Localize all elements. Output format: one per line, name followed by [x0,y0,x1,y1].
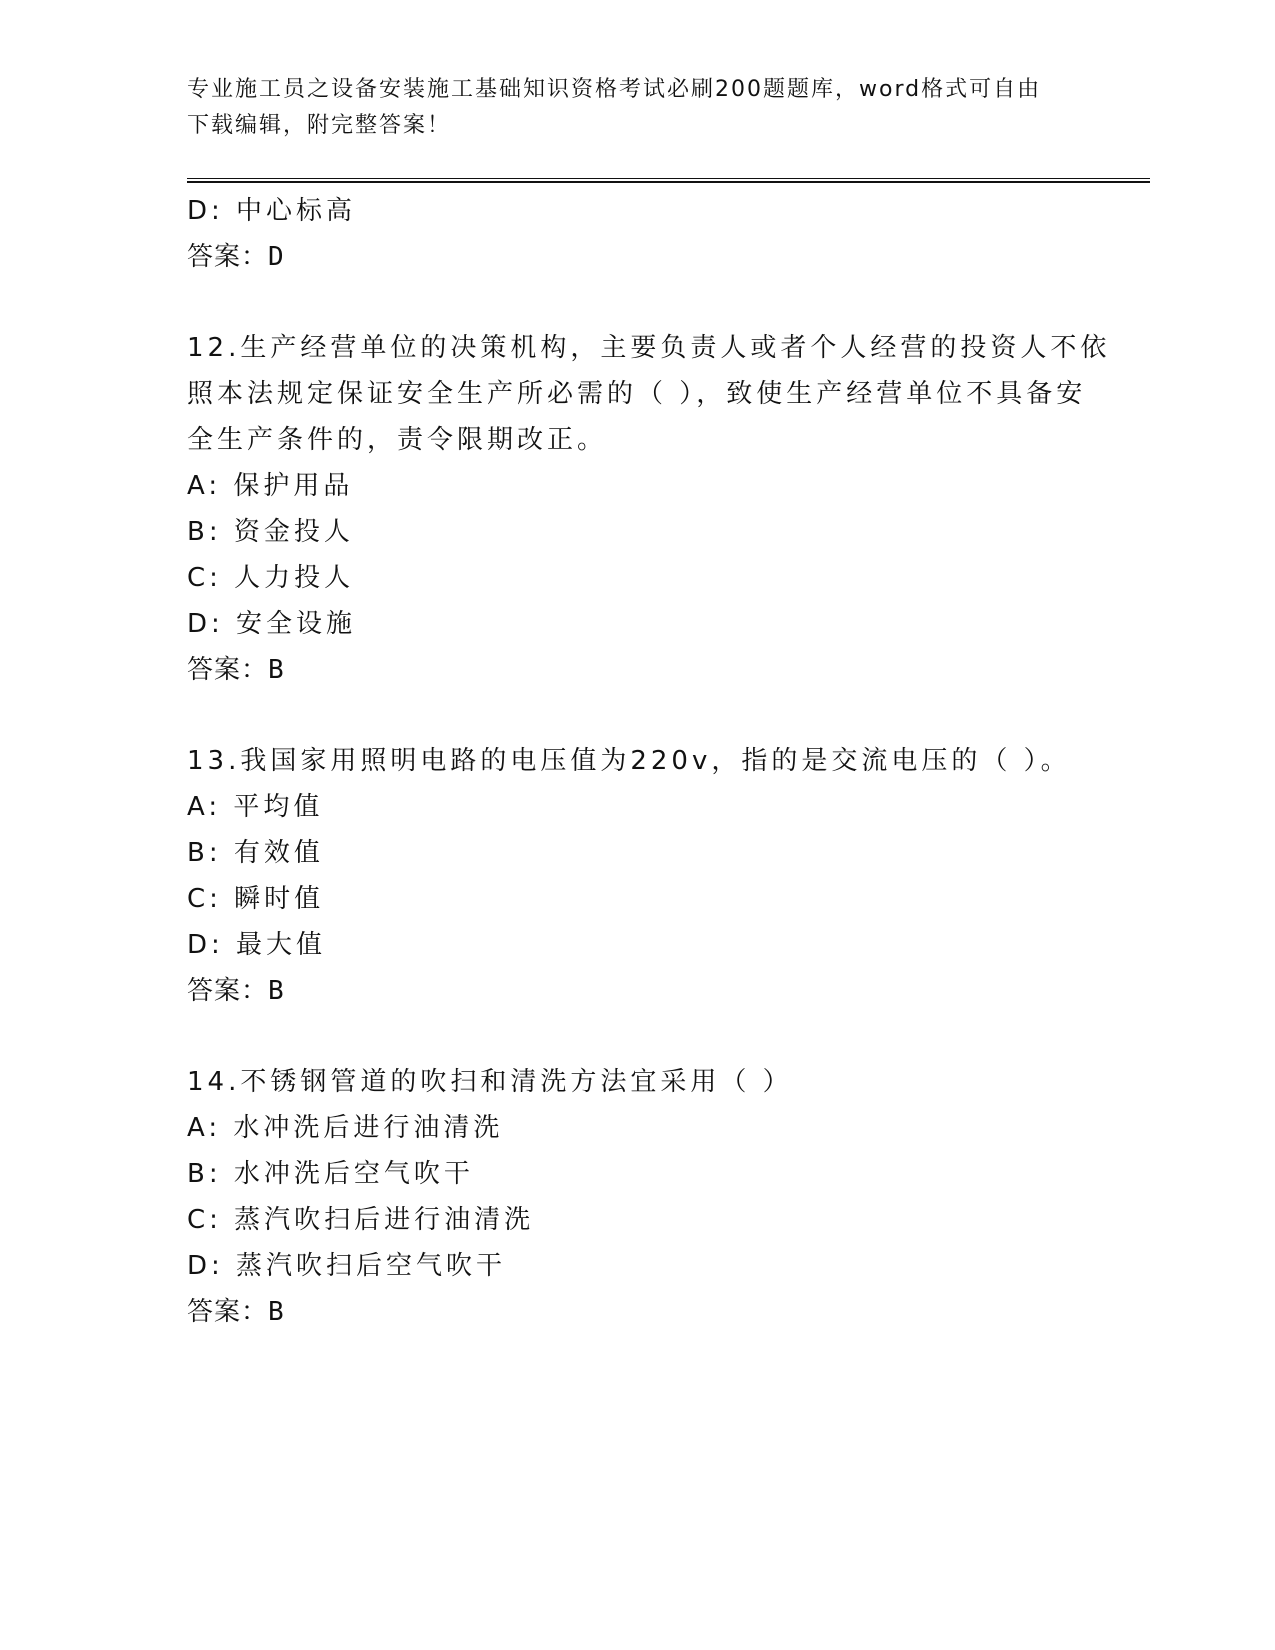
header-divider-bottom [187,181,1150,183]
answer: 答案：D [187,242,285,272]
option-d: D: 中心标高 [187,196,357,226]
option-a: A: 水冲洗后进行油清洗 [187,1113,504,1143]
option-c: C: 蒸汽吹扫后进行油清洗 [187,1205,535,1235]
answer: 答案：B [187,976,285,1006]
header-divider-top [187,178,1150,179]
answer: 答案：B [187,655,285,685]
question-11-continuation [187,188,1107,280]
option-b: B: 水冲洗后空气吹干 [187,1159,474,1189]
option-d: D: 安全设施 [187,609,357,639]
option-a: A: 平均值 [187,792,324,822]
option-c: C: 瞬时值 [187,884,325,914]
question-text: 13.我国家用照明电路的电压值为220v，指的是交流电压的（ ）。 [187,746,1071,776]
header-line-2: 下载编辑，附完整答案！ [187,113,452,138]
option-d: D: 蒸汽吹扫后空气吹干 [187,1251,507,1281]
header-line-1: 专业施工员之设备安装施工基础知识资格考试必刷200题题库，word格式可自由 [187,77,1042,102]
question-12 [187,325,1111,693]
question-14 [187,1059,1107,1335]
option-c: C: 人力投人 [187,563,355,593]
document-header [187,72,1087,144]
question-text: 全生产条件的，责令限期改正。 [187,425,608,455]
option-d: D: 最大值 [187,930,327,960]
option-b: B: 有效值 [187,838,324,868]
answer: 答案：B [187,1297,285,1327]
document-body [187,188,1111,1335]
question-text: 12.生产经营单位的决策机构，主要负责人或者个人经营的投资人不依 [187,333,1111,363]
option-a: A: 保护用品 [187,471,354,501]
option-b: B: 资金投人 [187,517,354,547]
question-text: 照本法规定保证安全生产所必需的（ ），致使生产经营单位不具备安 [187,379,1087,409]
question-text: 14.不锈钢管道的吹扫和清洗方法宜采用（ ） [187,1067,793,1097]
question-13 [187,738,1107,1014]
